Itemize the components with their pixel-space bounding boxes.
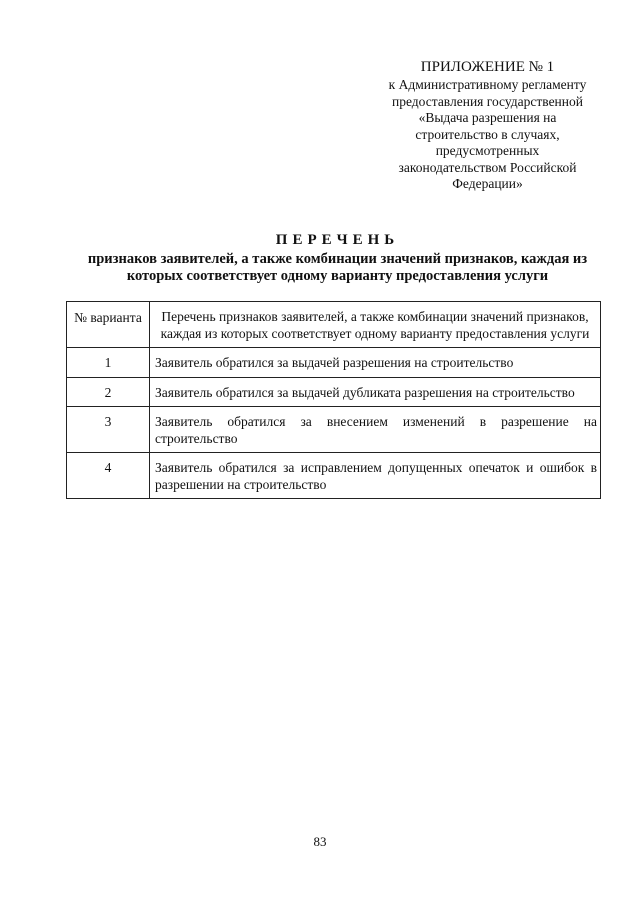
variant-description: Заявитель обратился за внесением изменений в разрешение на строительство: [150, 407, 601, 453]
appendix-line: строительство в случаях,: [415, 126, 560, 142]
table-header-row: [67, 302, 601, 348]
document-title: [60, 232, 615, 285]
page-number: 83: [313, 834, 327, 849]
header-variant-number: № варианта: [67, 302, 150, 348]
table-row: [67, 407, 601, 453]
title-heading: ПЕРЕЧЕНЬ: [275, 232, 400, 248]
appendix-heading: ПРИЛОЖЕНИЕ № 1: [420, 59, 555, 75]
variants-table: [66, 301, 601, 499]
appendix-line: к Административному регламенту: [388, 77, 587, 92]
variant-number: 1: [67, 348, 150, 378]
title-subline: которых соответствует одному варианту предоставления услуги: [126, 268, 549, 284]
appendix-line: Федерации»: [452, 176, 523, 191]
variant-number: 3: [67, 407, 150, 453]
appendix-line: предусмотренных: [435, 143, 540, 158]
appendix-block: [360, 58, 615, 193]
appendix-line: «Выдача разрешения на: [418, 110, 557, 125]
variant-number: 4: [67, 453, 150, 499]
variant-description: Заявитель обратился за выдачей разрешения на строительство: [150, 348, 601, 378]
table-row: [67, 377, 601, 407]
appendix-line: предоставления государственной: [392, 93, 583, 109]
variant-number: 2: [67, 377, 150, 407]
appendix-line: законодательством Российской: [398, 159, 577, 175]
variant-description: Заявитель обратился за исправлением допущенных опечаток и ошибок в разрешении на строительство: [150, 453, 601, 499]
variant-description: Заявитель обратился за выдачей дубликата разрешения на строительство: [150, 377, 601, 407]
table-row: [67, 453, 601, 499]
table-row: [67, 348, 601, 378]
header-criteria-list: Перечень признаков заявителей, а также комбинации значений признаков, каждая из которых соответствует одному варианту предоставления услуги: [150, 302, 601, 348]
title-subline: признаков заявителей, а также комбинации значений признаков, каждая из: [87, 251, 588, 267]
